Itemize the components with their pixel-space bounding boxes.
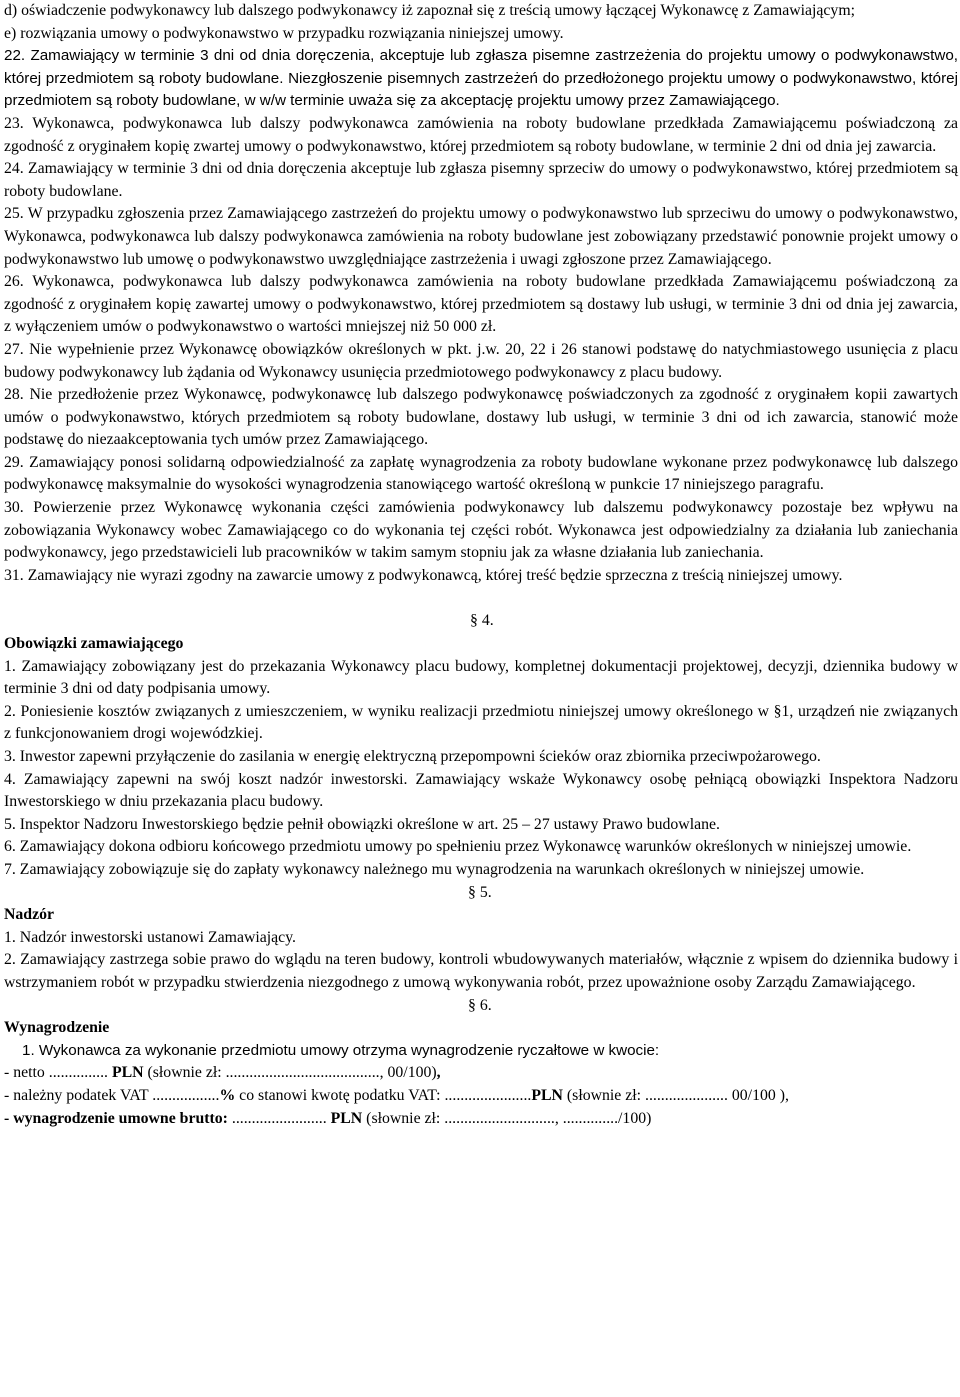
spacer (4, 587, 960, 610)
vat-words: (słownie zł: ..................... 00/100 ), (562, 1086, 789, 1104)
paragraph-25: 25. W przypadku zgłoszenia przez Zamawiającego zastrzeżeń do projektu umowy o podwykonawstwo lub sprzeciwu do umowy o podwykonawstwo, Wykonawca, podwykonawca lub dalszy podwykonawca zamówienia na roboty budowlane jest zobowiązany przedstawić ponownie projekt umowy o podwykonawstwo lub umowę o podwykonawstwo uwzględniające zastrzeżenia i uwagi zgłoszone przez Zamawiającego. (4, 205, 958, 268)
vat-label: - należny podatek VAT ................. (4, 1086, 220, 1104)
paragraph-26: 26. Wykonawca, podwykonawca lub dalszy podwykonawca zamówienia na roboty budowlane przedkłada Zamawiającemu poświadczoną za zgodność z oryginałem kopię zawartej umowy o podwykonawstwo, której przedmiotem są dostawy lub usługi, w terminie 3 dni od dnia jej zawarcia, z wyłączeniem umów o podwykonawstwo o wartości mniejszej niż 50 000 zł. (4, 273, 958, 336)
paragraph-27: 27. Nie wypełnienie przez Wykonawcę obowiązków określonych w pkt. j.w. 20, 22 i 26 stanowi podstawę do natychmiastowego usunięcia z placu budowy podwykonawcy lub żądania od Wykonawcy usunięcia przedmiotowego podwykonawcy z placu budowy. (4, 340, 958, 381)
section-5-title: Nadzór (4, 906, 55, 924)
vat-amount: co stanowi kwotę podatku VAT: ...................... (235, 1086, 532, 1104)
netto-words: (słownie zł: ......................................., 00/100) (143, 1064, 437, 1082)
brutto-label: - wynagrodzenie umowne brutto: (4, 1109, 228, 1127)
netto-line (4, 1062, 960, 1085)
brutto-amount: ........................ (227, 1109, 331, 1127)
brutto-currency: PLN (330, 1109, 363, 1127)
list-item-d: d) oświadczenie podwykonawcy lub dalszego podwykonawcy iż zapoznał się z treścią umowy łączącej Wykonawcę z Zamawiającym; (4, 2, 856, 19)
paragraph-24: 24. Zamawiający w terminie 3 dni od dnia doręczenia akceptuje lub zgłasza pisemny sprzeciw do umowy o podwykonawstwo, której przedmiotem są roboty budowlane. (4, 160, 958, 200)
vat-currency: PLN (531, 1086, 563, 1104)
section-4-item-2: 2. Poniesienie kosztów związanych z umieszczeniem, w wyniku realizacji przedmiotu niniejszej umowy określonego w §1, urządzeń nie związanych z funkcjonowaniem drogi wojewódzkiej. (4, 702, 958, 743)
paragraph-22-part-b: Niezgłoszenie pisemnych zastrzeżeń do przedłożonego projektu umowy o podwykonawstwo, której przedmiotem są roboty budowlane, w w/w terminie uważa się za akceptację projektu umowy przez Zamawiającego. (4, 69, 958, 110)
paragraph-28: 28. Nie przedłożenie przez Wykonawcę, podwykonawcę lub dalszego podwykonawcę poświadczonych za zgodność z oryginałem kopii zawartych umów o podwykonawstwo, których przedmiotem są roboty budowlane, dostawy lub usługi, w terminie 3 dni od ich zawarcia, stanowić może podstawę do niezaakceptowania tych umów przez Zamawiającego. (4, 386, 958, 449)
brutto-line (4, 1108, 960, 1131)
section-6-title: Wynagrodzenie (4, 1019, 110, 1037)
paragraph-30: 30. Powierzenie przez Wykonawcę wykonania części zamówienia podwykonawcy lub dalszemu podwykonawcy pozostaje bez wpływu na zobowiązania Wykonawcy wobec Zamawiającego co do wykonania tej części robót. Wykonawca jest odpowiedzialny za działania lub zaniechania podwykonawcy, jego przedstawicieli lub pracowników w takim samym stopniu jak za własne działania lub zaniechania. (4, 499, 958, 562)
paragraph-22 (4, 45, 960, 113)
section-6-item-1: 1. Wykonawca za wykonanie przedmiotu umowy otrzyma wynagrodzenie ryczałtowe w kwocie: (22, 1041, 660, 1059)
list-item-e: e) rozwiązania umowy o podwykonawstwo w przypadku rozwiązania niniejszej umowy. (4, 24, 564, 42)
vat-line (4, 1085, 960, 1108)
section-5-number: § 5. (468, 883, 492, 901)
section-4-item-3: 3. Inwestor zapewni przyłączenie do zasilania w energię elektryczną przepompowni ścieków oraz zbiornika przeciwpożarowego. (4, 748, 821, 765)
netto-label: - netto ............... (4, 1064, 112, 1082)
brutto-words: (słownie zł: ............................, ............../100) (362, 1109, 652, 1127)
section-4-item-5: 5. Inspektor Nadzoru Inwestorskiego będzie pełnił obowiązki określone w art. 25 – 27 ustawy Prawo budowlane. (4, 815, 720, 833)
paragraph-29: 29. Zamawiający ponosi solidarną odpowiedzialność za zapłatę wynagrodzenia za roboty budowlane wykonane przez podwykonawcę lub dalszego podwykonawcę maksymalnie do wysokości wynagrodzenia stanowiącego wartość określoną w punkcie 17 niniejszego paragrafu. (4, 453, 958, 494)
section-6-number: § 6. (468, 996, 492, 1014)
paragraph-22-part-a: 22. Zamawiający w terminie 3 dni od dnia doręczenia, akceptuje lub zgłasza pisemne zastrzeżenia do projektu umowy o podwykonawstwo, której przedmiotem są roboty budowlane. (4, 47, 958, 87)
netto-currency: PLN (111, 1064, 144, 1082)
section-4-title: Obowiązki zamawiającego (4, 635, 184, 653)
section-4-item-1: 1. Zamawiający zobowiązany jest do przekazania Wykonawcy placu budowy, kompletnej dokumentacji projektowej, decyzji, dziennika budowy w terminie 3 dni od daty podpisania umowy. (4, 657, 958, 698)
netto-comma: , (436, 1064, 441, 1082)
paragraph-31: 31. Zamawiający nie wyrazi zgodny na zawarcie umowy z podwykonawcą, której treść będzie sprzeczna z treścią niniejszej umowy. (4, 566, 843, 584)
section-5-item-2: 2. Zamawiający zastrzega sobie prawo do wglądu na teren budowy, kontroli wbudowywanych materiałów, włącznie z wpisem do dziennika budowy i wstrzymaniem robót w przypadku stwierdzenia niezgodnego z umową wykonywania robót, przez upoważnione osoby Zarządu Zamawiającego. (4, 951, 958, 991)
paragraph-23: 23. Wykonawca, podwykonawca lub dalszy podwykonawca zamówienia na roboty budowlane przedkłada Zamawiającemu poświadczoną za zgodność z oryginałem kopię zwartej umowy o podwykonawstwo, której przedmiotem są roboty budowlane, w terminie 2 dni od dnia jej zawarcia. (4, 114, 958, 155)
section-4-item-6: 6. Zamawiający dokona odbioru końcowego przedmiotu umowy po spełnieniu przez Wykonawcę warunków określonych w niniejszej umowie. (4, 838, 912, 856)
section-4-item-4: 4. Zamawiający zapewni na swój koszt nadzór inwestorski. Zamawiający wskaże Wykonawcy osobę pełniącą obowiązki Inspektora Nadzoru Inwestorskiego w dniu przekazania placu budowy. (4, 770, 958, 811)
vat-percent: % (219, 1086, 236, 1104)
section-5-item-1: 1. Nadzór inwestorski ustanowi Zamawiający. (4, 928, 297, 946)
section-4-number: § 4. (470, 612, 494, 630)
section-4-item-7: 7. Zamawiający zobowiązuje się do zapłaty wykonawcy należnego mu wynagrodzenia na warunkach określonych w niniejszej umowie. (4, 860, 865, 878)
